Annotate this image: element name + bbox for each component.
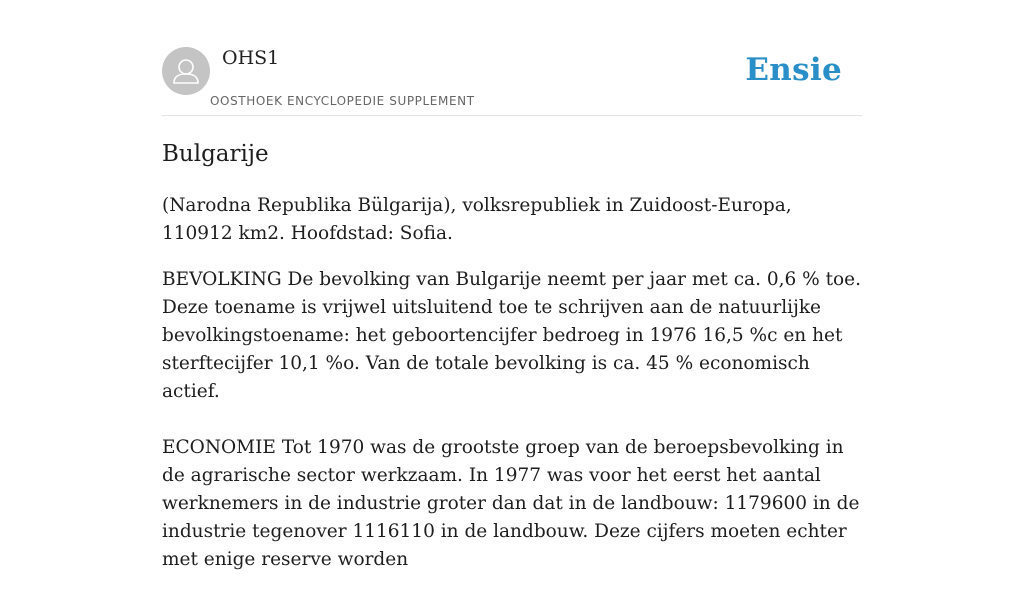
source-label[interactable]: OOSTHOEK ENCYCLOPEDIE SUPPLEMENT: [210, 94, 475, 108]
article-header: [162, 44, 862, 116]
article-paragraph: BEVOLKING De bevolking van Bulgarije neemt per jaar met ca. 0,6 % toe. Deze toename is vrijwel uitsluitend toe te schrijven aan de natuurlijke bevolkingstoename: het geboortencijfer bedroeg in 1976 16,5 %c en het sterftecijfer 10,1 %o. Van de totale bevolking is ca. 45 % economisch actief.: [162, 269, 862, 402]
article-title: Bulgarije: [162, 141, 269, 167]
author-name[interactable]: OHS1: [222, 47, 280, 69]
brand-logo[interactable]: Ensie: [745, 52, 842, 88]
article-body: [162, 192, 867, 592]
article-paragraph: ECONOMIE Tot 1970 was de grootste groep van de beroepsbevolking in de agrarische sector werkzaam. In 1977 was voor het eerst het aantal werknemers in de industrie groter dan dat in de landbouw: 1179600 in de industrie tegenover 1116110 in de landbouw. Deze cijfers moeten echter met enige reserve worden: [162, 437, 860, 570]
user-avatar-icon[interactable]: [162, 47, 210, 95]
article-paragraph: (Narodna Republika Bülgarija), volksrepubliek in Zuidoost-Europa, 110912 km2. Hoofdstad: Sofia.: [162, 195, 792, 244]
